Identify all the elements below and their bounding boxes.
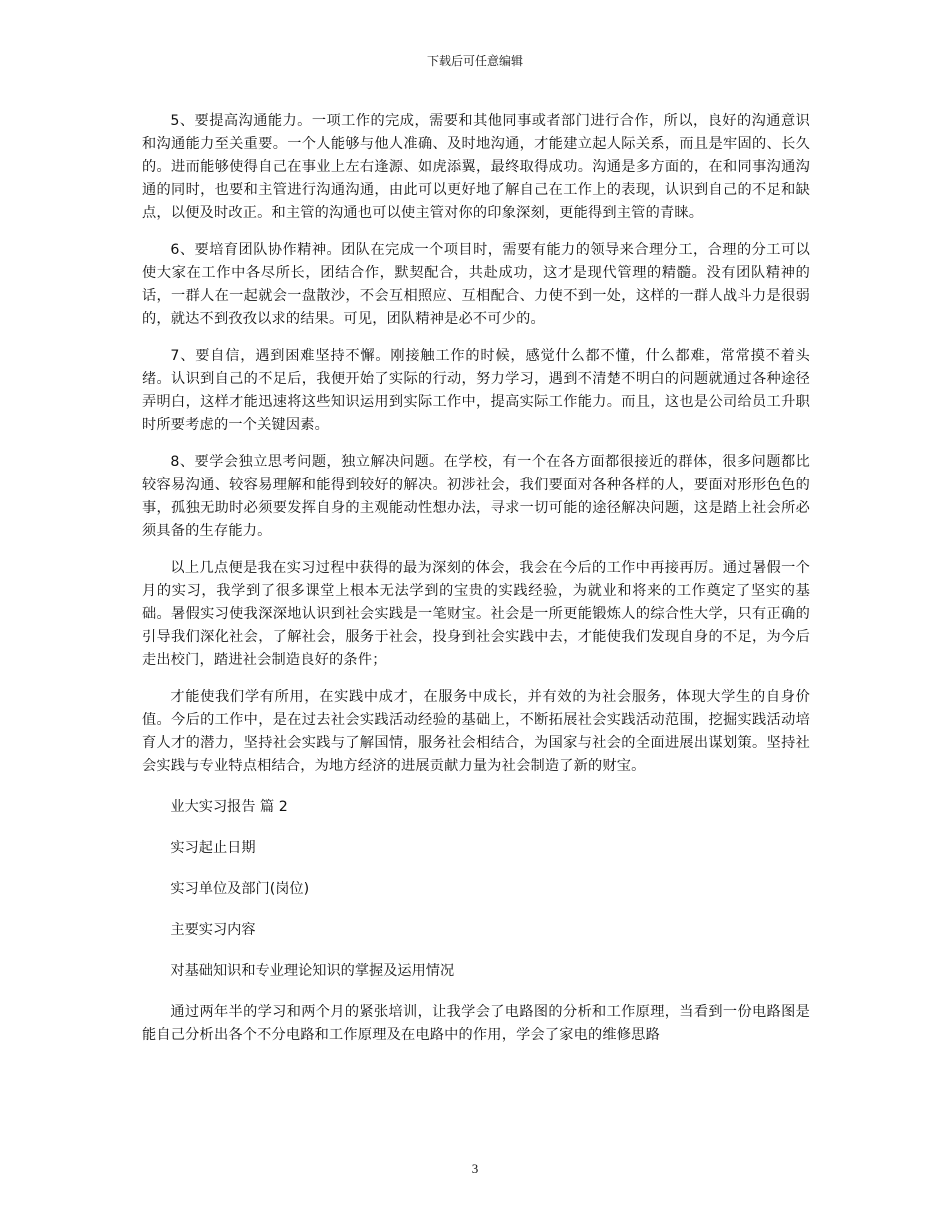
document-body	[142, 110, 810, 1061]
page-number: 3	[471, 1161, 479, 1176]
field-knowledge-application: 对基础知识和专业理论知识的掌握及运用情况	[170, 963, 455, 979]
paragraph-communication: 5、要提高沟通能力。一项工作的完成，需要和其他同事或者部门进行合作，所以，良好的沟通意识和沟通能力至关重要。一个人能够与他人准确、及时地沟通，才能建立起人际关系，而且是牢固的、长久的。进而能够使得自己在事业上左右逢源、如虎添翼，最终取得成功。沟通是多方面的，在和同事沟通沟通的同时，也要和主管进行沟通沟通，由此可以更好地了解自己在工作上的表现，认识到自己的不足和缺点，以便及时改正。和主管的沟通也可以使主管对你的印象深刻，更能得到主管的青睐。	[142, 113, 810, 221]
paragraph-self-value: 才能使我们学有所用，在实践中成才，在服务中成长，并有效的为社会服务，体现大学生的自身价值。今后的工作中，是在过去社会实践活动经验的基础上，不断拓展社会实践活动范围，挖掘实践活动培育人才的潜力，坚持社会实践与了解国情，服务社会相结合，为国家与社会的全面进展出谋划策。坚持社会实践与专业特点相结合，为地方经济的进展贡献力量为社会制造了新的财宝。	[142, 689, 810, 774]
page-header: 下载后可任意编辑	[426, 54, 523, 68]
report-title-part2: 业大实习报告 篇 2	[170, 799, 288, 815]
field-internship-dates: 实习起止日期	[170, 840, 256, 856]
field-main-content: 主要实习内容	[170, 922, 256, 938]
paragraph-teamwork: 6、要培育团队协作精神。团队在完成一个项目时，需要有能力的领导来合理分工，合理的分工可以使大家在工作中各尽所长，团结合作，默契配合，共赴成功，这才是现代管理的精髓。没有团队精神的话，一群人在一起就会一盘散沙，不会互相照应、互相配合、力使不到一处，这样的一群人战斗力是很弱的，就达不到孜孜以求的结果。可见，团队精神是必不可少的。	[142, 242, 810, 327]
paragraph-confidence: 7、要自信，遇到困难坚持不懈。刚接触工作的时候，感觉什么都不懂，什么都难，常常摸不着头绪。认识到自己的不足后，我便开始了实际的行动，努力学习，遇到不清楚不明白的问题就通过各种途径弄明白，这样才能迅速将这些知识运用到实际工作中，提高实际工作能力。而且，这也是公司给员工升职时所要考虑的一个关键因素。	[142, 348, 810, 433]
paragraph-training: 通过两年半的学习和两个月的紧张培训，让我学会了电路图的分析和工作原理，当看到一份电路图是能自己分析出各个不分电路和工作原理及在电路中的作用，学会了家电的维修思路	[142, 1004, 810, 1043]
paragraph-independent-thinking: 8、要学会独立思考问题，独立解决问题。在学校，有一个在各方面都很接近的群体，很多问题都比较容易沟通、较容易理解和能得到较好的解决。初涉社会，我们要面对各种各样的人，要面对形形色色的事，孤独无助时必须要发挥自身的主观能动性想办法，寻求一切可能的途径解决问题，这是踏上社会所必须具备的生存能力。	[142, 454, 810, 539]
field-internship-unit: 实习单位及部门(岗位)	[170, 881, 310, 897]
paragraph-summary: 以上几点便是我在实习过程中获得的最为深刻的体会，我会在今后的工作中再接再厉。通过暑假一个月的实习，我学到了很多课堂上根本无法学到的宝贵的实践经验，为就业和将来的工作奠定了坚实的基础。暑假实习使我深深地认识到社会实践是一笔财宝。社会是一所更能锻炼人的综合性大学，只有正确的引导我们深化社会，了解社会，服务于社会，投身到社会实践中去，才能使我们发现自身的不足，为今后走出校门，踏进社会制造良好的条件；	[142, 560, 810, 668]
